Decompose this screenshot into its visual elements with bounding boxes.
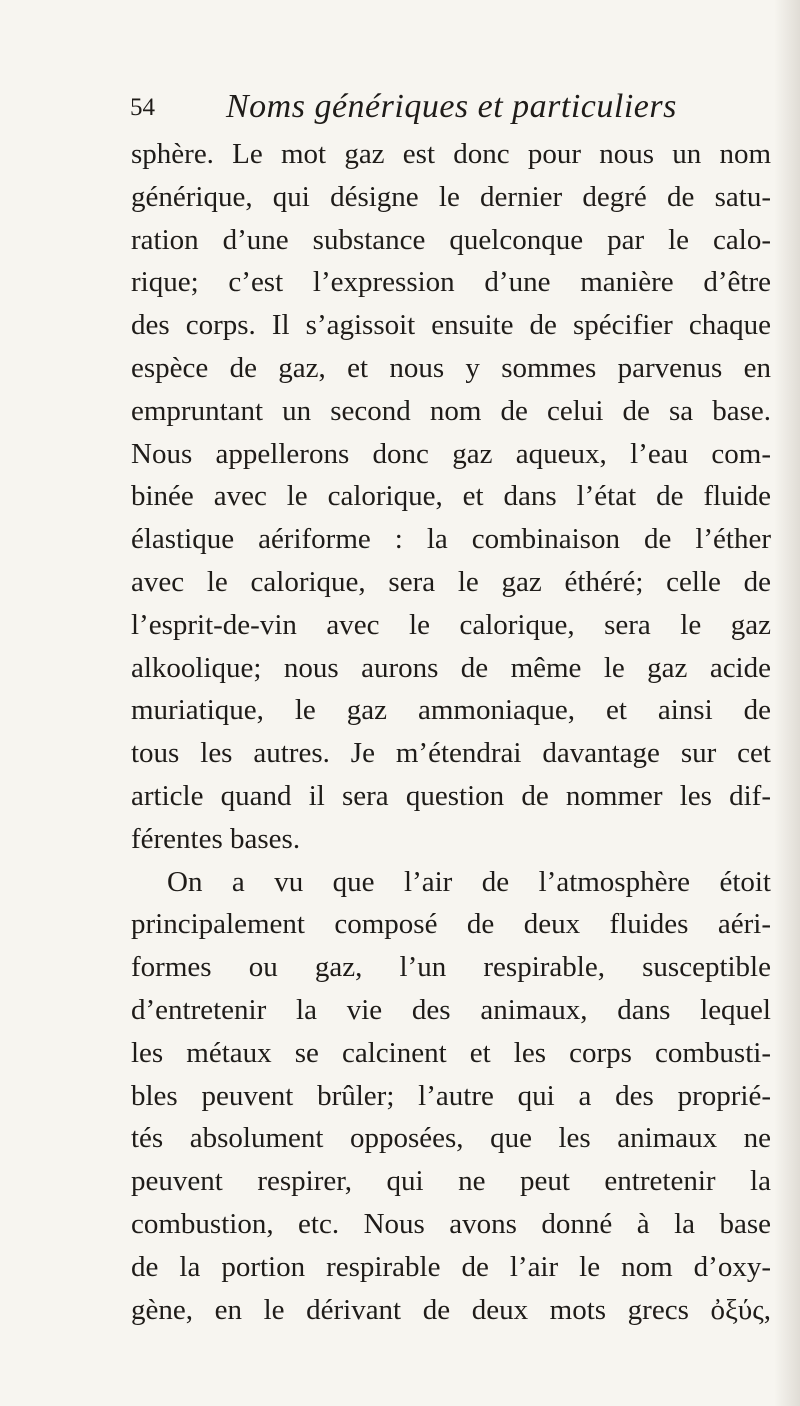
text-line: rique; c’est l’expression d’une manière d’être — [131, 266, 771, 299]
running-title: Noms génériques et particuliers — [226, 88, 677, 125]
paragraph-start-line: On a vu que l’air de l’atmosphère étoit — [167, 865, 771, 898]
page-edge-shadow — [774, 0, 800, 1406]
text-line: les métaux se calcinent et les corps combusti- — [131, 1036, 771, 1069]
text-line: avec le calorique, sera le gaz éthéré; celle de — [131, 565, 771, 598]
text-line: alkoolique; nous aurons de même le gaz acide — [131, 651, 771, 684]
text-line: article quand il sera question de nommer les dif- — [131, 779, 771, 812]
text-line: de la portion respirable de l’air le nom d’oxy- — [131, 1250, 771, 1283]
text-line: sphère. Le mot gaz est donc pour nous un nom — [131, 138, 771, 170]
text-line: l’esprit-de-vin avec le calorique, sera le gaz — [131, 608, 771, 641]
text-line: d’entretenir la vie des animaux, dans lequel — [131, 993, 771, 1026]
text-line: élastique aériforme : la combinaison de l’éther — [131, 523, 771, 556]
text-line: peuvent respirer, qui ne peut entretenir la — [131, 1165, 771, 1198]
text-line: muriatique, le gaz ammoniaque, et ainsi de — [131, 694, 771, 727]
page-number: 54 — [130, 94, 155, 121]
text-line: empruntant un second nom de celui de sa base. — [131, 394, 771, 427]
text-line: ration d’une substance quelconque par le calo- — [131, 223, 771, 256]
text-line: des corps. Il s’agissoit ensuite de spécifier chaque — [131, 309, 771, 342]
text-line: tés absolument opposées, que les animaux ne — [131, 1122, 771, 1155]
text-line: formes ou gaz, l’un respirable, susceptible — [131, 951, 771, 984]
text-line: Nous appellerons donc gaz aqueux, l’eau com- — [131, 437, 771, 470]
text-line: combustion, etc. Nous avons donné à la base — [131, 1207, 771, 1240]
text-line: bles peuvent brûler; l’autre qui a des proprié- — [131, 1079, 771, 1112]
paragraph-end-line: férentes bases. — [131, 822, 301, 855]
running-head — [130, 88, 730, 132]
text-line: binée avec le calorique, et dans l’état de fluide — [131, 480, 771, 513]
body-text — [131, 133, 771, 1331]
text-line: espèce de gaz, et nous y sommes parvenus en — [131, 351, 771, 384]
text-line: gène, en le dérivant de deux mots grecs ὀξύς, — [131, 1293, 771, 1326]
text-line: tous les autres. Je m’étendrai davantage sur cet — [131, 737, 771, 770]
text-line: générique, qui désigne le dernier degré de satu- — [131, 180, 771, 213]
text-line: principalement composé de deux fluides aéri- — [131, 908, 771, 941]
